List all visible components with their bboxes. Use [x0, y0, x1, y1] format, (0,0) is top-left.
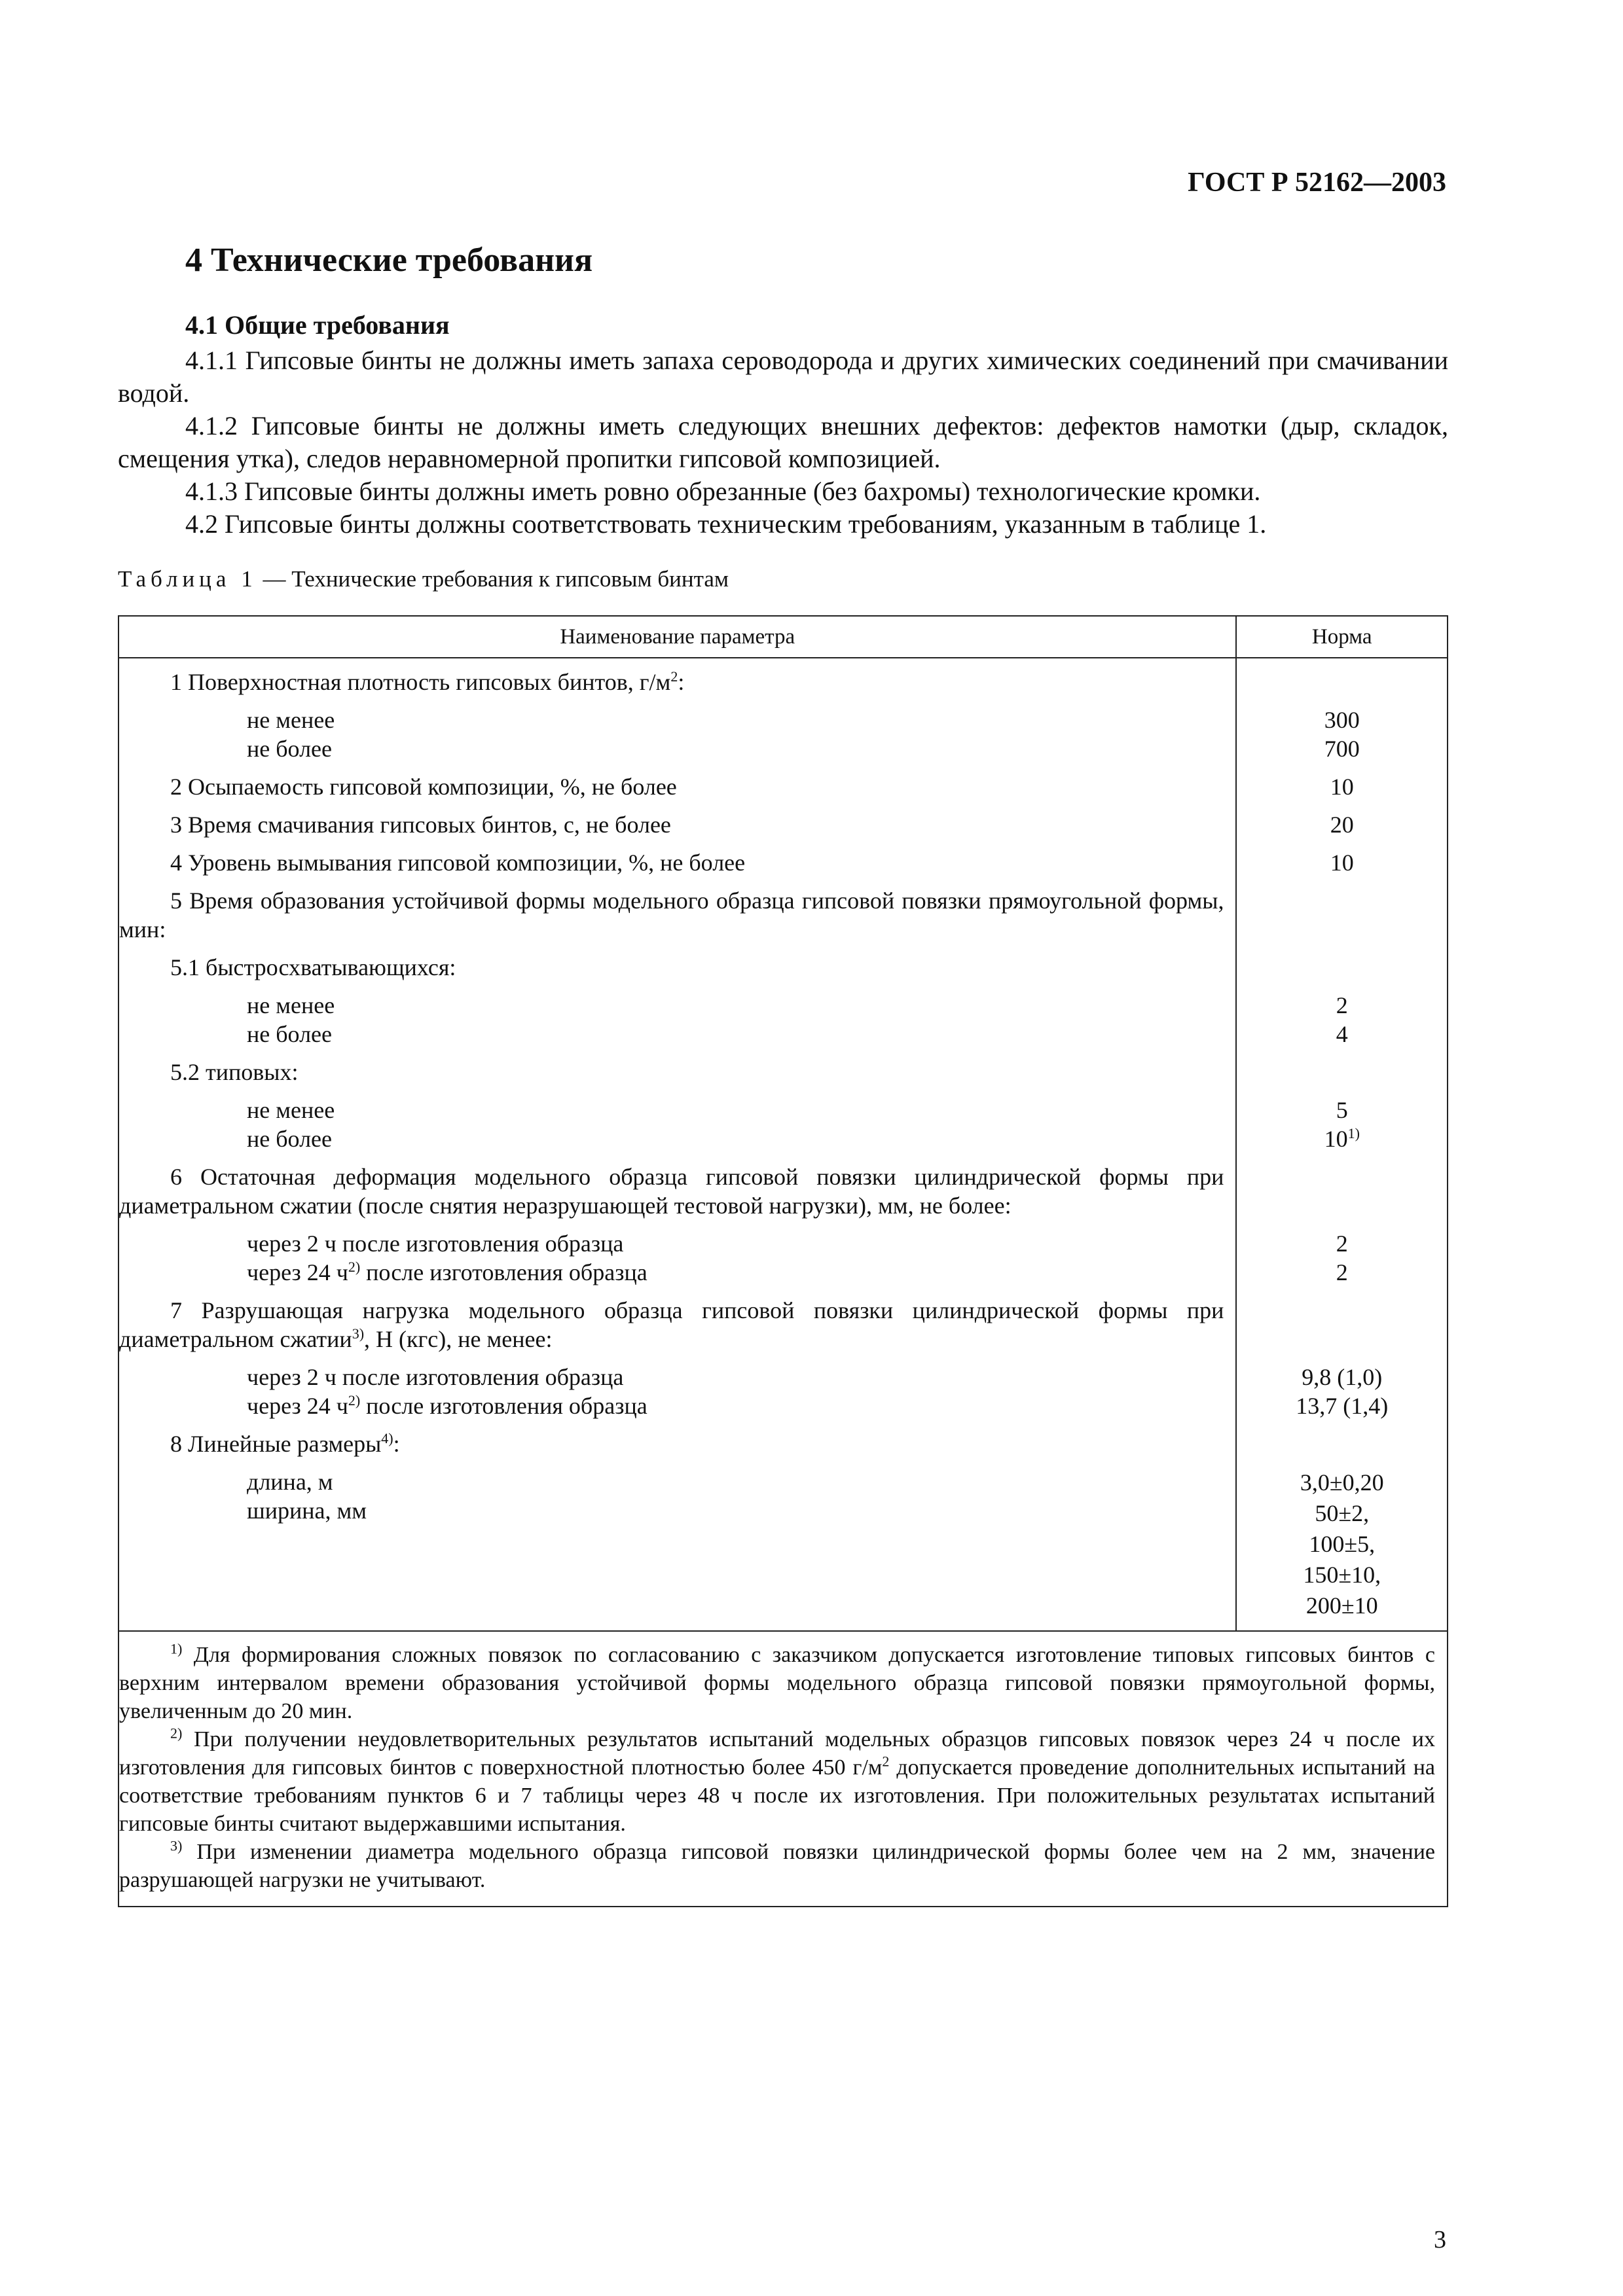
param-1: 1 Поверхностная плотность гипсовых бинтов, $г/м^2$:: [119, 658, 1236, 696]
param-7-values: 9,8 (1,0) 13,7 (1,4): [1296, 1364, 1389, 1419]
param-6: 6 Остаточная деформация модельного образца гипсовой повязки цилиндрической формы при диаметральном сжатии (после снятия неразрушающей тестовой нагрузки), мм, не более:: [119, 1153, 1236, 1220]
table-row: [119, 801, 1448, 839]
param-1-limits: не менее не более: [119, 696, 1236, 763]
table-caption: [118, 566, 729, 592]
table-row: [119, 839, 1448, 877]
table-caption-number: Таблица 1: [118, 566, 257, 592]
param-1-values: 300 700: [1324, 707, 1360, 762]
param-4-value: 10: [1330, 850, 1354, 876]
param-2: 2 Осыпаемость гипсовой композиции, %, не более: [119, 763, 1236, 801]
table-row: [119, 1086, 1448, 1153]
table-row: [119, 763, 1448, 801]
table-row: [119, 1153, 1448, 1220]
subsection-heading: 4.1 Общие требования: [185, 310, 450, 340]
param-2-value: 10: [1330, 774, 1354, 800]
column-header-norm: Норма: [1236, 616, 1448, 658]
table-caption-text: — Технические требования к гипсовым бинтам: [257, 566, 729, 592]
footnote-2: $^{2)}$ При получении неудовлетворительных результатов испытаний модельных образцов гипсовых повязок через 24 ч после их изготовления для гипсовых бинтов с поверхностной плотностью более 450 $г/м^2$ допускается проведение дополнительных испытаний на соответствие требованиям пунктов 6 и 7 таблицы через 48 ч после их изготовления. При положительных результатах испытаний гипсовые бинты считают выдержавшими испытания.: [119, 1725, 1436, 1836]
param-5-2: 5.2 типовых:: [119, 1049, 1236, 1086]
param-8-values: 3,0±0,20 50±2, 100±5, 150±10, 200±10: [1300, 1469, 1384, 1619]
paragraph-4-1-3: 4.1.3 Гипсовые бинты должны иметь ровно обрезанные (без бахромы) технологические кромки.: [185, 476, 1261, 506]
table-row: [119, 982, 1448, 1049]
table-row: [119, 1287, 1448, 1354]
table-row: [119, 944, 1448, 982]
section-heading: 4 Технические требования: [185, 242, 593, 279]
table-row: [119, 1049, 1448, 1086]
table-row: [119, 696, 1448, 763]
table-row: [119, 658, 1448, 696]
param-5-1-limits: не менее не более: [119, 982, 1236, 1049]
param-8: 8 Линейные размеры$^{4)}$:: [119, 1420, 1236, 1458]
general-requirements: [118, 309, 1448, 541]
param-3-value: 20: [1330, 812, 1354, 838]
param-7-conditions: через 2 ч после изготовления образца через 24 $ч^{2)}$ после изготовления образца: [119, 1354, 1236, 1420]
param-5: 5 Время образования устойчивой формы модельного образца гипсовой повязки прямоугольной формы, мин:: [119, 877, 1236, 944]
table-row: [119, 1354, 1448, 1420]
paragraph-4-2: 4.2 Гипсовые бинты должны соответствовать техническим требованиям, указанным в таблице 1.: [185, 509, 1267, 539]
page-number: 3: [1434, 2226, 1446, 2253]
param-4: 4 Уровень вымывания гипсовой композиции, %, не более: [119, 839, 1236, 877]
table-row: [119, 1458, 1448, 1631]
table-header-row: [119, 616, 1448, 658]
table-row: [119, 877, 1448, 944]
standard-code: ГОСТ Р 52162—2003: [1188, 168, 1446, 198]
paragraph-4-1-1: 4.1.1 Гипсовые бинты не должны иметь запаха сероводорода и других химических соединений при смачивании водой.: [118, 346, 1448, 408]
param-5-2-values: 5 10$^{1)}$: [1324, 1097, 1360, 1152]
param-3: 3 Время смачивания гипсовых бинтов, с, не более: [119, 801, 1236, 839]
table-row: [119, 1220, 1448, 1287]
column-header-name: Наименование параметра: [119, 616, 1236, 658]
table-row: [119, 1420, 1448, 1458]
footnote-3: $^{3)}$ При изменении диаметра модельного образца гипсовой повязки цилиндрической формы более чем на 2 мм, значение разрушающей нагрузки не учитывают.: [119, 1837, 1435, 1892]
footnote-1: $^{1)}$ Для формирования сложных повязок по согласованию с заказчиком допускается изготовление типовых гипсовых бинтов с верхним интервалом времени образования устойчивой формы модельного образца гипсовой повязки прямоугольной формы, увеличенным до 20 мин.: [119, 1640, 1435, 1723]
param-6-values: 2 2: [1336, 1230, 1348, 1285]
paragraph-4-1-2: 4.1.2 Гипсовые бинты не должны иметь следующих внешних дефектов: дефектов намотки (дыр, складок, смещения утка), следов неравномерной пропитки гипсовой композицией.: [118, 411, 1448, 473]
param-5-1-values: 2 4: [1336, 992, 1348, 1047]
param-7: 7 Разрушающая нагрузка модельного образца гипсовой повязки цилиндрической формы при диаметральном сжатии$^{3)}$, Н (кгс), не менее:: [119, 1287, 1236, 1354]
table-footnotes: [119, 1631, 1448, 1907]
param-8-dimensions: длина, м ширина, мм: [119, 1458, 1236, 1631]
requirements-table: [118, 615, 1448, 1907]
param-5-2-limits: не менее не более: [119, 1086, 1236, 1153]
param-6-conditions: через 2 ч после изготовления образца через 24 $ч^{2)}$ после изготовления образца: [119, 1220, 1236, 1287]
param-5-1: 5.1 быстросхватывающихся:: [119, 944, 1236, 982]
